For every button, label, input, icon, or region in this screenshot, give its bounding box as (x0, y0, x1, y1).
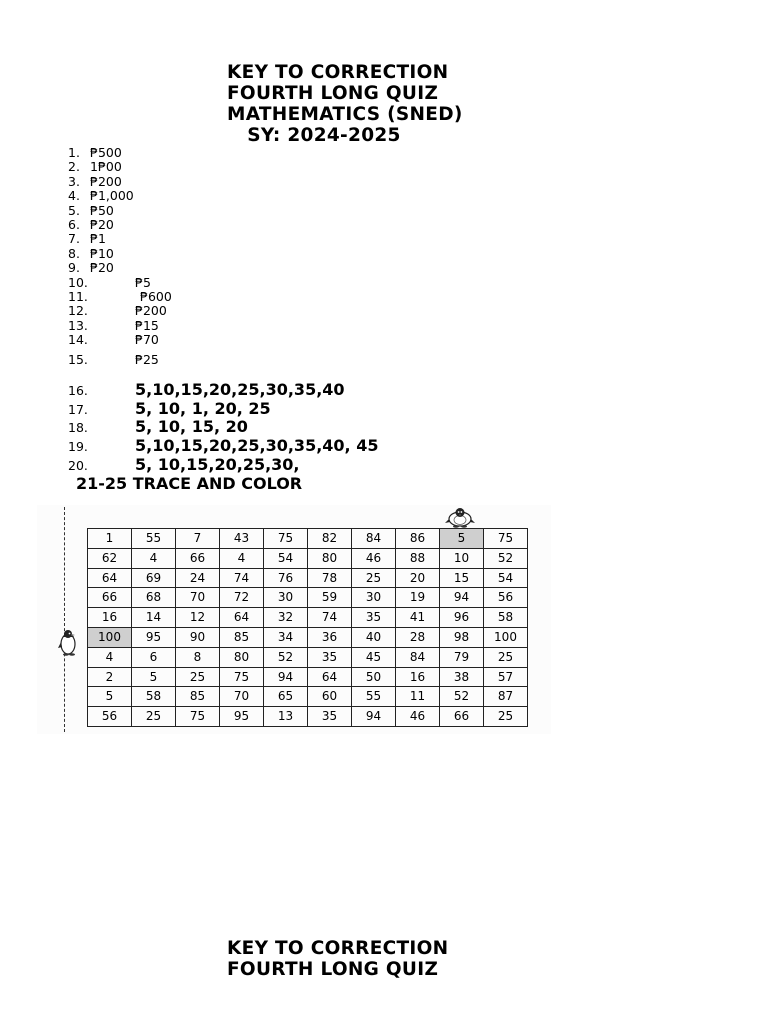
answer-number: 8. (68, 245, 80, 261)
grid-cell: 56 (484, 588, 528, 608)
grid-cell: 4 (88, 647, 132, 667)
grid-cell: 94 (264, 667, 308, 687)
grid-cell: 66 (88, 588, 132, 608)
answer-value: ₱20 (90, 216, 114, 232)
grid-row (88, 548, 528, 568)
answer-value: 5, 10, 1, 20, 25 (135, 399, 271, 418)
grid-cell: 54 (484, 568, 528, 588)
grid-cell: 35 (308, 647, 352, 667)
answer-number: 19. (68, 439, 88, 454)
grid-cell: 75 (220, 667, 264, 687)
answer-value: ₱200 (90, 173, 122, 189)
grid-cell: 7 (176, 529, 220, 549)
grid-cell: 25 (176, 667, 220, 687)
answer-value: ₱70 (135, 332, 159, 348)
grid-cell: 59 (308, 588, 352, 608)
grid-cell: 36 (308, 627, 352, 647)
grid-cell: 84 (396, 647, 440, 667)
grid-cell: 35 (308, 707, 352, 727)
grid-cell: 66 (176, 548, 220, 568)
title-line-subject: MATHEMATICS (SNED) (227, 104, 463, 125)
grid-cell: 79 (440, 647, 484, 667)
grid-cell: 8 (176, 647, 220, 667)
answer-number: 9. (68, 260, 80, 276)
answer-number: 18. (68, 420, 88, 435)
grid-cell: 30 (264, 588, 308, 608)
grid-cell: 94 (440, 588, 484, 608)
answer-number: 20. (68, 458, 88, 473)
grid-cell: 72 (220, 588, 264, 608)
grid-cell: 82 (308, 529, 352, 549)
grid-cell: 94 (352, 707, 396, 727)
grid-cell: 4 (220, 548, 264, 568)
grid-cell: 25 (132, 707, 176, 727)
answer-number: 2. (68, 159, 80, 175)
footer-line-key: KEY TO CORRECTION (227, 938, 449, 959)
answer-number: 5. (68, 202, 80, 218)
answer-number: 13. (68, 317, 88, 333)
grid-cell: 100 (88, 627, 132, 647)
grid-cell: 84 (352, 529, 396, 549)
answer-number: 14. (68, 332, 88, 348)
grid-cell: 5 (88, 687, 132, 707)
grid-cell: 54 (264, 548, 308, 568)
grid-cell: 16 (88, 608, 132, 628)
answer-value: ₱20 (90, 260, 114, 276)
grid-cell: 85 (220, 627, 264, 647)
answer-number: 3. (68, 173, 80, 189)
grid-cell: 100 (484, 627, 528, 647)
section-label: 21-25 TRACE AND COLOR (76, 474, 303, 493)
grid-cell: 74 (220, 568, 264, 588)
grid-cell: 25 (484, 707, 528, 727)
grid-cell: 16 (396, 667, 440, 687)
grid-cell: 69 (132, 568, 176, 588)
grid-cell: 40 (352, 627, 396, 647)
grid-cell: 14 (132, 608, 176, 628)
grid-cell: 90 (176, 627, 220, 647)
grid-cell: 64 (88, 568, 132, 588)
answer-value: 5, 10,15,20,25,30, (135, 455, 300, 474)
grid-cell: 80 (220, 647, 264, 667)
grid-cell: 70 (176, 588, 220, 608)
title-line-quiz: FOURTH LONG QUIZ (227, 83, 439, 104)
grid-cell: 2 (88, 667, 132, 687)
grid-cell: 25 (484, 647, 528, 667)
grid-cell: 55 (352, 687, 396, 707)
answer-number: 11. (68, 288, 88, 304)
grid-cell: 75 (264, 529, 308, 549)
grid-cell: 64 (308, 667, 352, 687)
grid-cell: 50 (352, 667, 396, 687)
grid-row (88, 568, 528, 588)
grid-cell: 15 (440, 568, 484, 588)
grid-row (88, 647, 528, 667)
grid-cell: 4 (132, 548, 176, 568)
grid-cell: 45 (352, 647, 396, 667)
answer-value: ₱200 (135, 303, 167, 319)
answer-value: ₱500 (90, 145, 122, 160)
grid-cell: 58 (132, 687, 176, 707)
answer-number: 15. (68, 352, 88, 368)
grid-row (88, 588, 528, 608)
grid-cell: 95 (132, 627, 176, 647)
grid-cell: 56 (88, 707, 132, 727)
footer-line-quiz: FOURTH LONG QUIZ (227, 959, 439, 980)
grid-cell: 11 (396, 687, 440, 707)
answer-value: 5,10,15,20,25,30,35,40, 45 (135, 436, 379, 455)
grid-row (88, 687, 528, 707)
grid-cell: 52 (484, 548, 528, 568)
trace-grid-figure (37, 505, 551, 734)
grid-cell: 30 (352, 588, 396, 608)
grid-cell: 6 (132, 647, 176, 667)
grid-cell: 46 (352, 548, 396, 568)
grid-cell: 55 (132, 529, 176, 549)
grid-cell: 10 (440, 548, 484, 568)
answer-value: ₱50 (90, 202, 114, 218)
grid-cell: 13 (264, 707, 308, 727)
grid-row (88, 529, 528, 549)
answer-number: 7. (68, 231, 80, 247)
grid-cell: 32 (264, 608, 308, 628)
grid-row (88, 667, 528, 687)
answer-value: ₱1 (90, 231, 106, 247)
grid-cell: 46 (396, 707, 440, 727)
answer-number: 4. (68, 188, 80, 204)
grid-cell: 76 (264, 568, 308, 588)
grid-cell: 86 (396, 529, 440, 549)
grid-cell: 5 (132, 667, 176, 687)
grid-cell: 24 (176, 568, 220, 588)
grid-cell: 75 (484, 529, 528, 549)
grid-cell: 57 (484, 667, 528, 687)
answer-value: ₱1,000 (90, 188, 134, 204)
penguin-icon (57, 628, 81, 656)
grid-cell: 88 (396, 548, 440, 568)
grid-cell: 60 (308, 687, 352, 707)
grid-cell: 28 (396, 627, 440, 647)
grid-cell: 85 (176, 687, 220, 707)
answer-number: 1. (68, 145, 80, 160)
dashed-divider (64, 507, 65, 732)
answer-value: ₱25 (135, 352, 159, 368)
grid-cell: 25 (352, 568, 396, 588)
answer-value: ₱5 (135, 274, 151, 290)
grid-cell: 43 (220, 529, 264, 549)
grid-cell: 12 (176, 608, 220, 628)
title-line-school-year: SY: 2024-2025 (227, 125, 401, 146)
answer-number: 10. (68, 274, 88, 290)
number-grid (87, 528, 528, 727)
title-line-key: KEY TO CORRECTION (227, 62, 449, 83)
grid-cell: 65 (264, 687, 308, 707)
grid-cell: 35 (352, 608, 396, 628)
grid-cell: 64 (220, 608, 264, 628)
grid-cell: 98 (440, 627, 484, 647)
grid-cell: 68 (132, 588, 176, 608)
grid-cell: 95 (220, 707, 264, 727)
answer-value: ₱600 (140, 288, 172, 304)
grid-cell: 66 (440, 707, 484, 727)
answer-number: 6. (68, 216, 80, 232)
grid-cell: 74 (308, 608, 352, 628)
penguin-icon (444, 507, 476, 529)
answer-number: 12. (68, 303, 88, 319)
grid-cell: 75 (176, 707, 220, 727)
grid-cell: 5 (440, 529, 484, 549)
answer-value: 1₱00 (90, 159, 122, 175)
grid-cell: 58 (484, 608, 528, 628)
grid-cell: 80 (308, 548, 352, 568)
grid-cell: 20 (396, 568, 440, 588)
grid-cell: 87 (484, 687, 528, 707)
grid-row (88, 627, 528, 647)
grid-cell: 1 (88, 529, 132, 549)
grid-cell: 78 (308, 568, 352, 588)
answer-value: 5, 10, 15, 20 (135, 417, 248, 436)
grid-cell: 62 (88, 548, 132, 568)
answer-number: 16. (68, 383, 88, 398)
answer-value: ₱10 (90, 245, 114, 261)
grid-cell: 52 (440, 687, 484, 707)
grid-cell: 96 (440, 608, 484, 628)
answer-value: 5,10,15,20,25,30,35,40 (135, 380, 345, 399)
grid-cell: 34 (264, 627, 308, 647)
grid-cell: 52 (264, 647, 308, 667)
grid-cell: 38 (440, 667, 484, 687)
grid-row (88, 608, 528, 628)
grid-row (88, 707, 528, 727)
grid-cell: 70 (220, 687, 264, 707)
grid-cell: 19 (396, 588, 440, 608)
grid-cell: 41 (396, 608, 440, 628)
answer-number: 17. (68, 402, 88, 417)
page-title (227, 62, 463, 146)
footer-title (227, 938, 448, 980)
answer-value: ₱15 (135, 317, 159, 333)
